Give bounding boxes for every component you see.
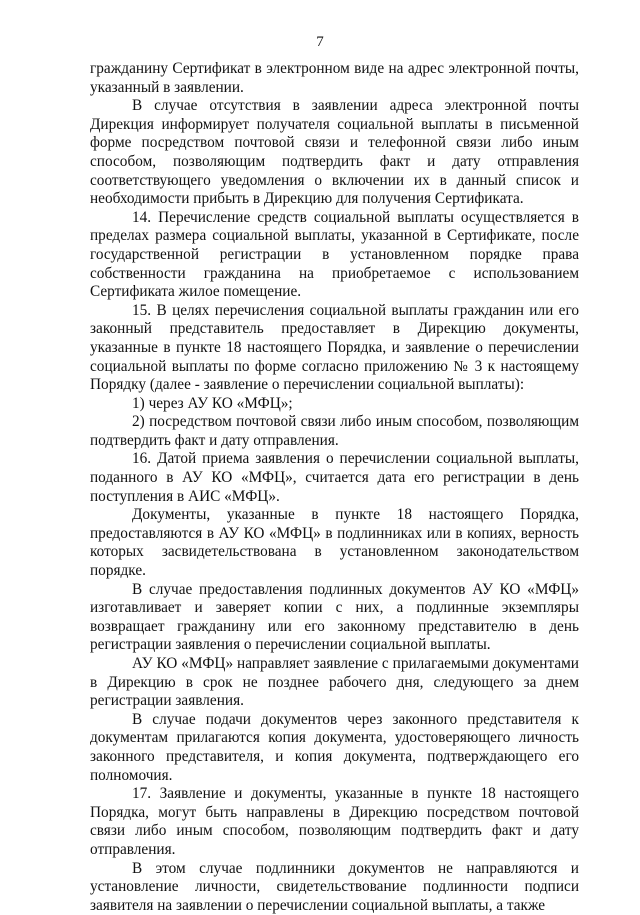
paragraph: В случае предоставления подлинных документов АУ КО «МФЦ» изготавливает и заверяет копии с них, а подлинные экземпляры возвращает гражданину или его законному представителю в день регистрации заявления о перечислении социальной выплаты.: [90, 580, 579, 654]
paragraph: 15. В целях перечисления социальной выплаты гражданин или его законный представитель предоставляет в Дирекцию документы, указанные в пункте 18 настоящего Порядка, и заявление о перечислении социальной выплаты по форме согласно приложению № 3 к настоящему Порядку (далее - заявление о перечислении социальной выплаты):: [90, 301, 579, 394]
paragraph: 2) посредством почтовой связи либо иным способом, позволяющим подтвердить факт и дату отправления.: [90, 413, 579, 449]
paragraph: АУ КО «МФЦ» направляет заявление с прилагаемыми документами в Дирекцию в срок не позднее рабочего дня, следующего за днем регистрации заявления.: [90, 655, 579, 710]
document-body: [90, 60, 579, 915]
paragraph: В случае подачи документов через законного представителя к документам прилагаются копия документа, удостоверяющего личность законного представителя, и копия документа, подтверждающего его полномочия.: [90, 710, 579, 784]
paragraph: 14. Перечисление средств социальной выплаты осуществляется в пределах размера социальной выплаты, указанной в Сертификате, после государственной регистрации в установленном порядке права собственности гражданина на приобретаемое с использованием Сертификата жилое помещение.: [90, 208, 579, 301]
paragraph: 16. Датой приема заявления о перечислении социальной выплаты, поданного в АУ КО «МФЦ», считается дата его регистрации в день поступления в АИС «МФЦ».: [90, 450, 579, 505]
paragraph: В случае отсутствия в заявлении адреса электронной почты Дирекция информирует получателя социальной выплаты в письменной форме посредством почтовой связи и телефонной связи либо иным способом, позволяющим подтвердить факт и дату отправления соответствующего уведомления о включении их в данный список и необходимости прибыть в Дирекцию для получения Сертификата.: [90, 97, 579, 208]
paragraph: 1) через АУ КО «МФЦ»;: [132, 394, 293, 412]
page-number: 7: [316, 34, 324, 50]
paragraph: гражданину Сертификат в электронном виде на адрес электронной почты, указанный в заявлении.: [90, 60, 579, 96]
paragraph: В этом случае подлинники документов не направляются и установление личности, свидетельствование подлинности подписи заявителя на заявлении о перечислении социальной выплаты, а также: [90, 859, 579, 914]
paragraph: 17. Заявление и документы, указанные в пункте 18 настоящего Порядка, могут быть направлены в Дирекцию посредством почтовой связи либо иным способом, позволяющим подтвердить факт и дату отправления.: [90, 785, 579, 858]
paragraph: Документы, указанные в пункте 18 настоящего Порядка, предоставляются в АУ КО «МФЦ» в подлинниках или в копиях, верность которых засвидетельствована в установленном законодательством порядке.: [90, 506, 579, 580]
